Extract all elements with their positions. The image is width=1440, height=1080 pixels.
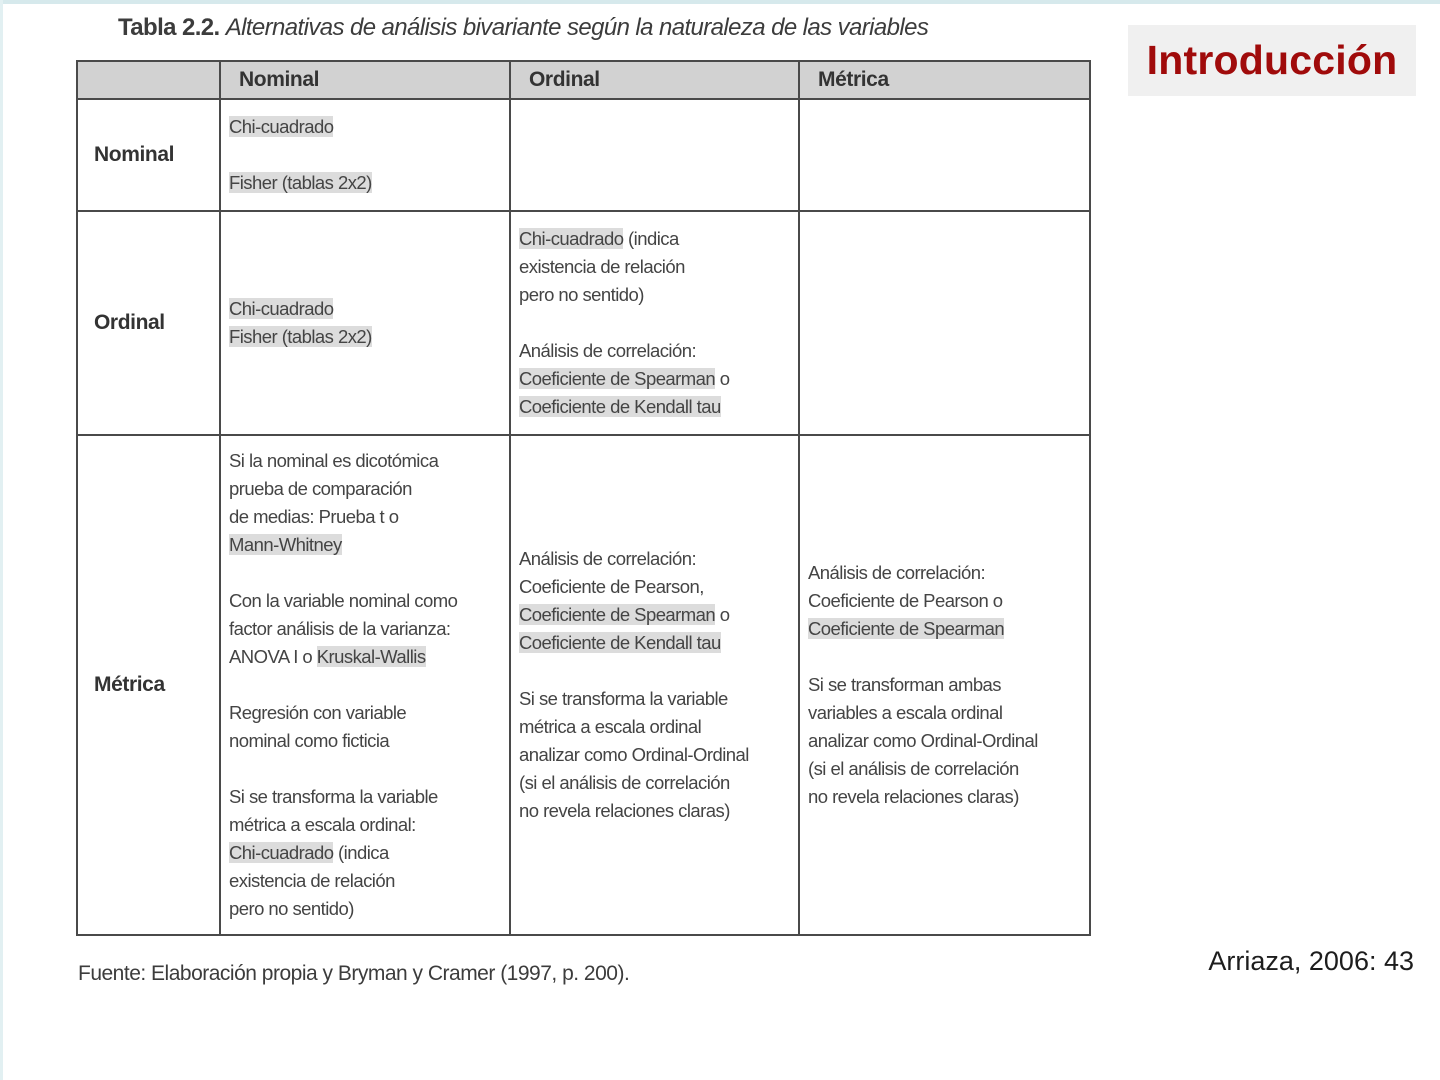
table-header-row bbox=[77, 61, 1090, 99]
cell-text: (si el análisis de correlación bbox=[808, 758, 1019, 779]
cell-ordinal-nominal bbox=[220, 211, 510, 435]
cell-text: métrica a escala ordinal: bbox=[229, 814, 416, 835]
cell-text: no revela relaciones claras) bbox=[808, 786, 1019, 807]
cell-text: Coeficiente de Pearson o bbox=[808, 590, 1003, 611]
cell-text: pero no sentido) bbox=[519, 284, 644, 305]
cell-text: Si la nominal es dicotómica bbox=[229, 450, 439, 471]
cell-text: o bbox=[715, 604, 730, 625]
highlighted-term: Chi-cuadrado bbox=[229, 842, 334, 863]
cell-text: Análisis de correlación: bbox=[808, 562, 986, 583]
cell-metrica-metrica bbox=[799, 435, 1090, 935]
highlighted-term: Coeficiente de Spearman bbox=[519, 604, 716, 625]
cell-paragraph bbox=[229, 699, 503, 755]
cell-paragraph bbox=[229, 587, 503, 671]
cell-text: existencia de relación bbox=[519, 256, 685, 277]
cell-text: Coeficiente de Pearson, bbox=[519, 576, 704, 597]
cell-text: métrica a escala ordinal bbox=[519, 716, 702, 737]
table-caption-number: Tabla 2.2. bbox=[118, 14, 220, 41]
table-caption bbox=[118, 14, 928, 42]
cell-ordinal-ordinal bbox=[510, 211, 799, 435]
cell-text: Análisis de correlación: bbox=[519, 548, 697, 569]
table-source-note: Fuente: Elaboración propia y Bryman y Cramer (1997, p. 200). bbox=[78, 962, 630, 985]
table-row-nominal bbox=[77, 99, 1090, 211]
cell-text: Regresión con variable bbox=[229, 702, 407, 723]
slide-left-border bbox=[0, 0, 3, 1080]
cell-text: de medias: Prueba t o bbox=[229, 506, 399, 527]
bivariate-analysis-table bbox=[76, 60, 1091, 936]
section-title: Introducción bbox=[1146, 37, 1398, 83]
cell-text: Si se transforman ambas bbox=[808, 674, 1001, 695]
cell-paragraph bbox=[519, 225, 792, 309]
cell-paragraph bbox=[519, 545, 792, 657]
cell-paragraph bbox=[808, 671, 1083, 811]
cell-paragraph bbox=[519, 337, 792, 421]
cell-text: (indica bbox=[623, 228, 679, 249]
cell-text: Análisis de correlación: bbox=[519, 340, 697, 361]
cell-text: factor análisis de la varianza: bbox=[229, 618, 451, 639]
cell-nominal-metrica bbox=[799, 99, 1090, 211]
table-row-ordinal bbox=[77, 211, 1090, 435]
cell-text: analizar como Ordinal-Ordinal bbox=[519, 744, 749, 765]
highlighted-term: Coeficiente de Kendall tau bbox=[519, 632, 721, 653]
cell-text: nominal como ficticia bbox=[229, 730, 390, 751]
cell-text: (si el análisis de correlación bbox=[519, 772, 730, 793]
highlighted-term: Coeficiente de Spearman bbox=[808, 618, 1005, 639]
column-header-metrica: Métrica bbox=[799, 61, 1090, 99]
cell-text: ANOVA I o bbox=[229, 646, 317, 667]
column-header-nominal: Nominal bbox=[220, 61, 510, 99]
highlighted-term: Coeficiente de Spearman bbox=[519, 368, 716, 389]
cell-paragraph bbox=[229, 447, 503, 559]
highlighted-term: Fisher (tablas 2x2) bbox=[229, 326, 372, 347]
cell-text: existencia de relación bbox=[229, 870, 395, 891]
slide-top-border bbox=[0, 0, 1440, 4]
section-title-badge bbox=[1128, 25, 1416, 96]
highlighted-term: Chi-cuadrado bbox=[519, 228, 624, 249]
cell-paragraph bbox=[229, 113, 503, 141]
column-header-ordinal: Ordinal bbox=[510, 61, 799, 99]
table-row-metrica bbox=[77, 435, 1090, 935]
cell-text: o bbox=[715, 368, 730, 389]
highlighted-term: Mann-Whitney bbox=[229, 534, 342, 555]
row-header-metrica: Métrica bbox=[77, 435, 220, 935]
cell-paragraph bbox=[229, 169, 503, 197]
highlighted-term: Coeficiente de Kendall tau bbox=[519, 396, 721, 417]
citation: Arriaza, 2006: 43 bbox=[1208, 946, 1414, 976]
cell-paragraph bbox=[229, 295, 503, 351]
cell-text: no revela relaciones claras) bbox=[519, 800, 730, 821]
cell-paragraph bbox=[519, 685, 792, 825]
highlighted-term: Fisher (tablas 2x2) bbox=[229, 172, 372, 193]
cell-nominal-nominal bbox=[220, 99, 510, 211]
cell-metrica-ordinal bbox=[510, 435, 799, 935]
highlighted-term: Chi-cuadrado bbox=[229, 116, 334, 137]
highlighted-term: Chi-cuadrado bbox=[229, 298, 334, 319]
cell-text: Si se transforma la variable bbox=[519, 688, 728, 709]
cell-text: variables a escala ordinal bbox=[808, 702, 1003, 723]
row-header-nominal: Nominal bbox=[77, 99, 220, 211]
cell-text: Si se transforma la variable bbox=[229, 786, 438, 807]
cell-nominal-ordinal bbox=[510, 99, 799, 211]
highlighted-term: Kruskal-Wallis bbox=[316, 646, 426, 667]
cell-paragraph bbox=[808, 559, 1083, 643]
cell-text: Con la variable nominal como bbox=[229, 590, 458, 611]
cell-text: pero no sentido) bbox=[229, 898, 354, 919]
table-caption-text: Alternativas de análisis bivariante según la naturaleza de las variables bbox=[225, 14, 929, 41]
cell-paragraph bbox=[229, 783, 503, 923]
row-header-ordinal: Ordinal bbox=[77, 211, 220, 435]
cell-text: (indica bbox=[333, 842, 389, 863]
cell-text: analizar como Ordinal-Ordinal bbox=[808, 730, 1038, 751]
cell-text: prueba de comparación bbox=[229, 478, 412, 499]
table-corner-cell bbox=[77, 61, 220, 99]
cell-ordinal-metrica bbox=[799, 211, 1090, 435]
cell-metrica-nominal bbox=[220, 435, 510, 935]
